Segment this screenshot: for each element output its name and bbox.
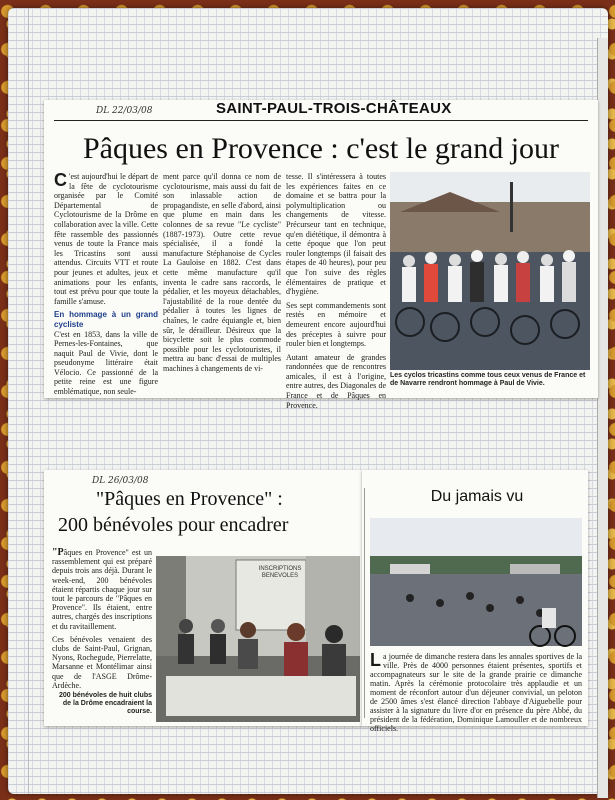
article-body <box>370 650 582 733</box>
article-headline-line-2: 200 bénévoles pour encadrer <box>58 514 289 536</box>
drop-cap: L <box>370 650 381 670</box>
cyclists-photo <box>390 172 590 370</box>
clipping-du-jamais-vu <box>362 470 588 733</box>
column-1-paragraph: C'est en 1853, dans la ville de Pernes-les-Fontaines, que naquit Paul de Vivie, dont le pseudonyme littéraire était Vélocio. Ce passionné de la petite reine est une figure emblématique, non seule- <box>54 329 158 397</box>
column-3-paragraph-3: Autant amateur de grandes randonnées que de rencontres amicales, il est à l'origine, entre autres, des Diagonales de France et de Pâques en Provence. <box>286 352 386 410</box>
photo-caption: Les cyclos tricastins comme tous ceux venus de France et de Navarre rendront hommage à Paul de Vivie. <box>390 372 586 387</box>
subheading: En hommage à un grand cycliste <box>54 310 158 329</box>
wall-sign-text: INSCRIPTIONS BENEVOLES <box>258 566 302 579</box>
article-column <box>52 548 152 688</box>
article-column-3 <box>286 172 386 410</box>
volunteers-photo <box>156 556 360 722</box>
drop-cap: "P <box>52 547 64 558</box>
article-column-1 <box>54 170 158 397</box>
article-headline: Du jamais vu <box>430 488 524 505</box>
kicker-location: SAINT-PAUL-TROIS-CHÂTEAUX <box>216 100 452 117</box>
photo-caption: 200 bénévoles de huit clubs de la Drôme encadraient la course. <box>59 692 152 715</box>
article-column-2 <box>163 172 281 384</box>
paragraph-1: âques en Provence" est un rassemblement qui est préparé depuis trois ans déjà. Durant le week-end, 200 bénévoles étaient répartis chaque jour sur tout le parcours de "Pâques en Provence". Ils étaient, entre autres, chargés des inscriptions et du ravitaillement. <box>52 548 152 631</box>
column-2-paragraph: ment parce qu'il donna ce nom de cyclotourisme, mais aussi du fait de son inlassable action de propagandiste, en selle d'abord, ainsi que plume en main dans les colonnes de sa revue "Le cycliste" (1887-1973). Outre cette revue spécialisée, il a fondé la manufacture Stéphanoise de Cycles La Gauloise en 1882. C'est dans cette même manufacture qu'il inventa le cadre sans raccords, le pédalier, et les moyeux détachables, l'ajustabilité de la roue dentée du pédalier à toutes les lignes de chaînes, le cadre équiangle et, bien sûr, le dérailleur. Désireux que la bicyclette soit le plus commode possible pour les cyclotouristes, il mettra au banc d'essai de multiples machines à changements de vi- <box>163 172 281 373</box>
paragraph-2: Ces bénévoles venaient des clubs de Saint-Paul, Grignan, Nyons, Rochegude, Pierrelatte, Marsanne et Montélimar ainsi que de l'ASGE Drôme-Ardèche. <box>52 634 152 690</box>
article-headline-line-1: "Pâques en Provence" : <box>96 488 283 510</box>
column-1-intro: 'est aujourd'hui le départ de la fête de cyclotourisme organisée par le Comité Départemental de Cyclotourisme de la Drôme en collaboration avec la ville. Cette fête rassemble des passionnés venus de toute la France mais les Tricastins sont aussi attendus. Circuits VTT et route pour jeunes et adultes, jeux et animations pour les enfants, tout est prévu pour que toute la famille s'amuse. <box>54 172 158 306</box>
margin-line <box>28 8 29 794</box>
clipping-200-benevoles <box>44 470 362 726</box>
column-3-paragraph-1: tesse. Il s'intéressera à toutes les expériences faites en ce domaine et se battra pour la polymultiplication ou changements de vitesse. Précurseur tant en technique, qu'en diététique, il démontra à cette époque que l'on peut rouler longtemps (il faisait des étapes de 40 heures), pour peu que l'on suive des règles élémentaires de pratique et d'hygiène. <box>286 172 386 297</box>
handwritten-date: DL 26/03/08 <box>92 476 149 486</box>
clipping-paques-grand-jour <box>44 100 598 410</box>
article-paragraph: a journée de dimanche restera dans les annales sportives de la ville. Près de 4000 personnes étaient présentes, sportifs et accompagnateurs sur le site de la grande prairie ce dimanche matin. Après la cérémonie protocolaire très applaudie et un moment de réconfort autour d'un déjeuner convivial, un peloton de 2500 âmes s'est élancé direction l'abbaye d'Aiguebelle pour assister à la signature du livre d'or en présence du père Abbé, du président de la fédération, Dominique Lamouller et de nombreux officiels. <box>370 652 582 733</box>
peloton-photo <box>370 518 582 646</box>
column-divider <box>364 488 365 718</box>
article-headline: Pâques en Provence : c'est le grand jour <box>82 132 560 165</box>
drop-cap: C <box>54 170 67 190</box>
handwritten-date: DL 22/03/08 <box>96 106 153 116</box>
notebook-page <box>8 8 608 794</box>
next-page-edge <box>597 38 608 798</box>
column-3-paragraph-2: Ses sept commandements sont restés en mémoire et demeurent encore aujourd'hui des préceptes à suivre pour rouler bien et longtemps. <box>286 300 386 349</box>
kicker-rule <box>54 120 588 121</box>
